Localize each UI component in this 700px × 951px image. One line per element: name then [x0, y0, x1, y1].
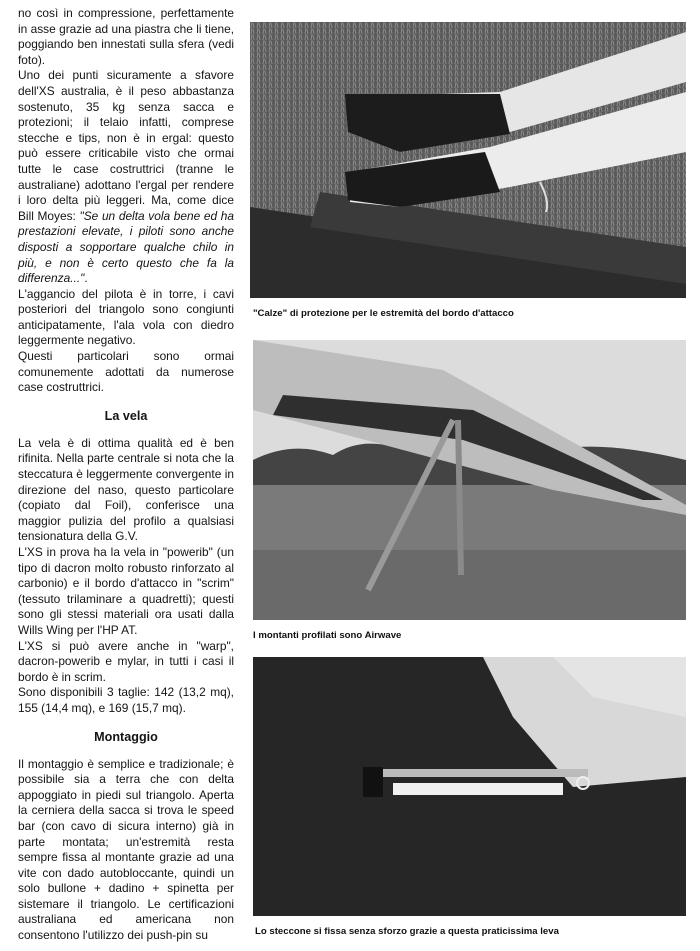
- paragraph-1: no così in compressione, perfettamente in asse grazie ad una piastra che li tiene, poggiando ben innestati sulla sfera (vedi foto).: [18, 6, 234, 67]
- paragraph-6: L'XS in prova ha la vela in "powerib" (un tipo di dacron molto robusto rinforzato al carbonio) e il bordo d'attacco in "scrim" (tessuto trilaminare a quadretti); questi sono gli stessi materiali ora usati dalla Wills Wing per l'HP AT.: [18, 545, 234, 637]
- article-column: [18, 6, 234, 944]
- caption-photo-1: "Calze" di protezione per le estremità del bordo d'attacco: [253, 308, 514, 319]
- photo-wingtip-socks: [250, 22, 686, 298]
- caption-photo-3: Lo steccone si fissa senza sforzo grazie a questa praticissima leva: [255, 926, 559, 937]
- paragraph-2-end: .: [84, 271, 88, 286]
- paragraph-2: [18, 68, 234, 286]
- paragraph-5: La vela è di ottima qualità ed è ben rifinita. Nella parte centrale si nota che la steccatura è leggermente convergente in direzione del naso, questo particolare (copiato dal Foil), conferisce una maggior pulizia del profilo a qualsiasi tensionatura della G.V.: [18, 435, 234, 544]
- paragraph-3: L'aggancio del pilota è in torre, i cavi posteriori del triangolo sono congiunti anticipatamente, l'ala vola con diedro leggermente negativo.: [18, 286, 234, 348]
- paragraph-2-text: Uno dei punti sicuramente a sfavore dell'XS australia, è il peso abbastanza sostenuto, 35 kg senza sacca e protezioni; il telaio infatti, comprese stecche e tips, non è in ergal: questo può essere criticabile visto che ormai tutte le case costruttrici (tranne le australiane) adottano l'ergal per rendere i loro delta più leggeri. Ma, come dice Bill Moyes:: [18, 68, 234, 223]
- moyes-quote: "Se un delta vola bene ed ha prestazioni elevate, i piloti sono anche disposti a sopportare qualche chilo in più, e non è certo questo che fa la differenza...": [18, 208, 234, 286]
- paragraph-9: Il montaggio è semplice e tradizionale; è possibile sia a terra che con delta appoggiato in piedi sul triangolo. Aperta la cerniera della sacca si trova le speed bar (con cavo di sicura interno) già in parte montata; un'estremità resta sempre fissa al montante grazie ad una vite con dado autobloccante, quindi un solo bullone + dadino + spinetta per sistemare il triangolo. Le certificazioni australiana ed americana non consentono l'utilizzo dei push-pin su: [18, 756, 234, 943]
- photo-airwave-uprights: [253, 340, 686, 620]
- heading-la-vela: La vela: [104, 408, 148, 423]
- heading-montaggio: Montaggio: [94, 729, 158, 744]
- paragraph-7: L'XS si può avere anche in "warp", dacron-powerib e mylar, in tutti i casi il bordo è in scrim.: [18, 638, 234, 684]
- photo-batten-lever: [253, 657, 686, 916]
- caption-photo-2: I montanti profilati sono Airwave: [253, 630, 402, 641]
- paragraph-8: Sono disponibili 3 taglie: 142 (13,2 mq), 155 (14,4 mq), e 169 (15,7 mq).: [18, 685, 234, 715]
- paragraph-4: Questi particolari sono ormai comunemente adottati da numerose case costruttrici.: [18, 349, 234, 395]
